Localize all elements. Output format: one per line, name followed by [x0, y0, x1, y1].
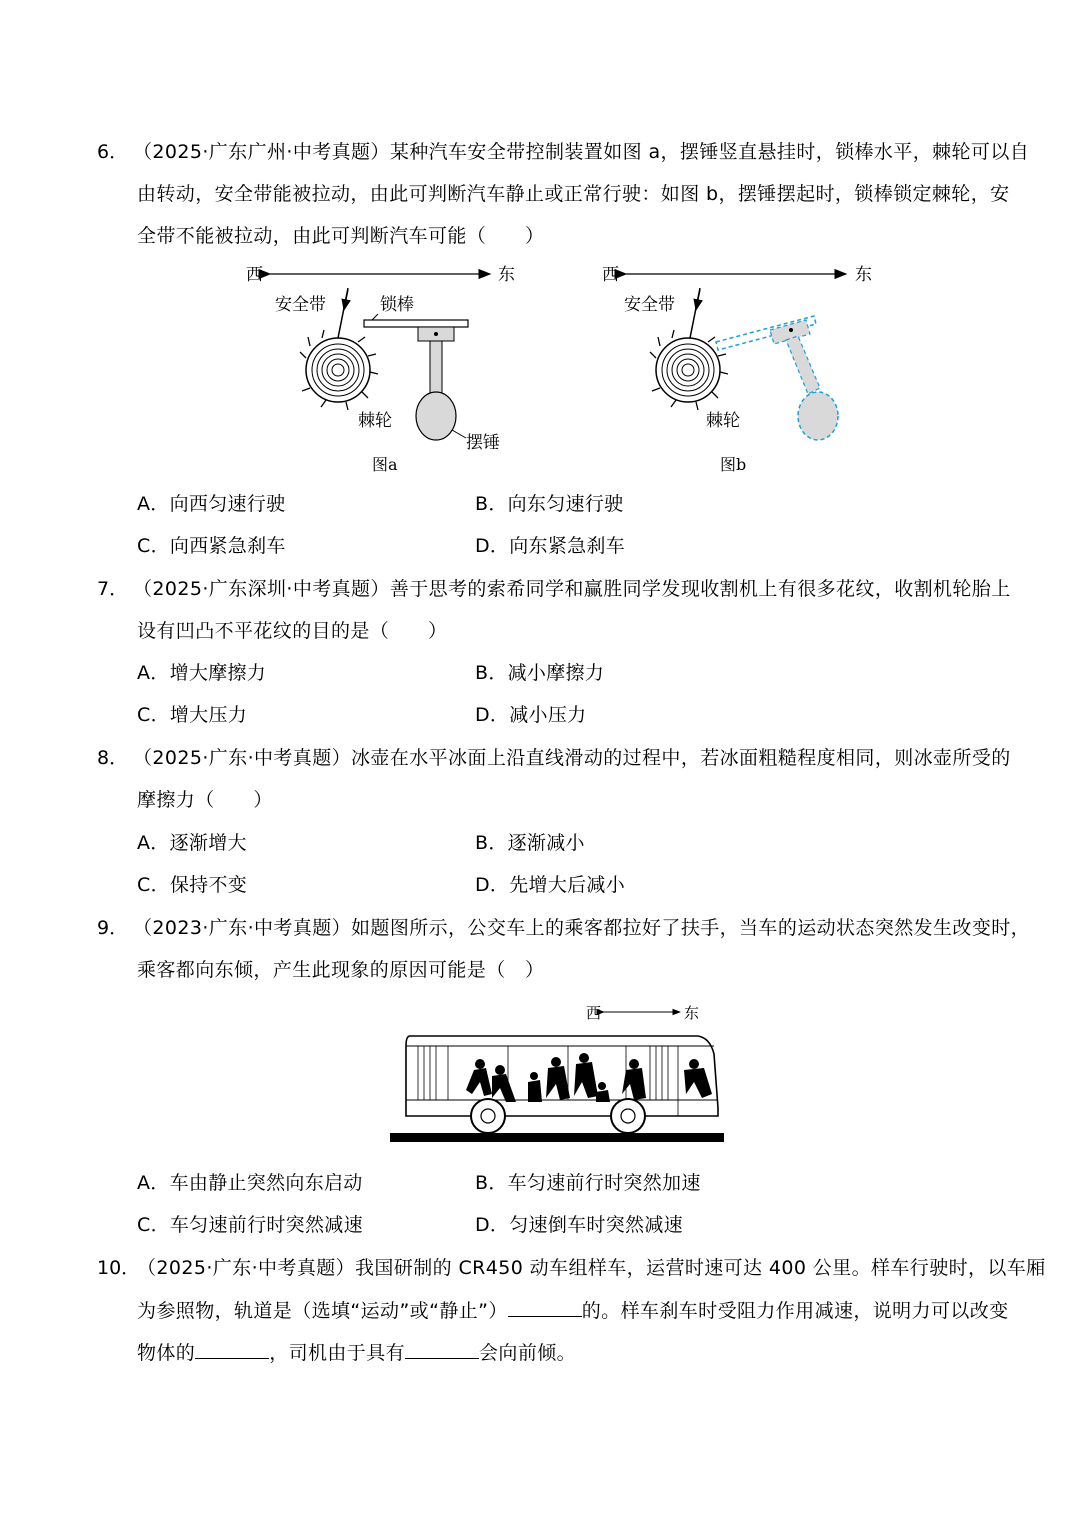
- belt-label-b: 安全带: [624, 295, 675, 315]
- bus-east-label: 东: [684, 1004, 700, 1022]
- east-label-b: 东: [855, 265, 872, 285]
- question-10-line-1: （2025·广东·中考真题）我国研制的 CR450 动车组样车，运营时速可达 400 公里。样车行驶时，以车厢: [137, 1257, 1046, 1279]
- lockbar-label-a: 锁棒: [380, 295, 414, 315]
- question-6-line-3: 全带不能被拉动，由此可判断汽车可能（ ）: [137, 225, 545, 247]
- bus-figure: [388, 998, 728, 1148]
- question-7-option-b[interactable]: B．减小摩擦力: [475, 662, 605, 684]
- question-6-line-1: （2025·广东广州·中考真题）某种汽车安全带控制装置如图 a，摆锤竖直悬挂时，锁棒水平，棘轮可以自: [133, 141, 1030, 163]
- question-10-line-3-part-b: ，司机由于具有: [269, 1342, 406, 1364]
- question-8-number: 8．: [97, 747, 129, 769]
- west-label-b: 西: [602, 265, 619, 285]
- east-label-a: 东: [498, 265, 515, 285]
- figure-a: [246, 265, 515, 474]
- bus-west-label: 西: [586, 1004, 602, 1022]
- question-9-option-a[interactable]: A．车由静止突然向东启动: [137, 1172, 363, 1194]
- question-10-line-3: [137, 1340, 576, 1365]
- ratchet-label-b: 棘轮: [706, 411, 740, 431]
- question-6-number: 6．: [97, 141, 129, 163]
- question-9-option-b[interactable]: B．车匀速前行时突然加速: [475, 1172, 701, 1194]
- question-8-option-b[interactable]: B．逐渐减小: [475, 832, 585, 854]
- question-8-option-d[interactable]: D．先增大后减小: [475, 874, 626, 896]
- question-8-option-a[interactable]: A．逐渐增大: [137, 832, 247, 854]
- answer-blank-2[interactable]: [195, 1340, 269, 1359]
- question-10-line-3-part-c: 会向前倾。: [479, 1342, 577, 1364]
- question-9-option-c[interactable]: C．车匀速前行时突然减速: [137, 1214, 363, 1236]
- pendulum-label-a: 摆锤: [466, 433, 500, 453]
- answer-blank-1[interactable]: [508, 1298, 582, 1317]
- question-6-option-c[interactable]: C．向西紧急刹车: [137, 535, 286, 557]
- caption-b: 图b: [720, 455, 747, 474]
- question-7-option-d[interactable]: D．减小压力: [475, 704, 587, 726]
- question-7-line-2: 设有凹凸不平花纹的目的是（ ）: [137, 620, 448, 642]
- question-9-option-d[interactable]: D．匀速倒车时突然减速: [475, 1214, 683, 1236]
- question-6-option-a[interactable]: A．向西匀速行驶: [137, 493, 286, 515]
- question-8-line-1: （2025·广东·中考真题）冰壶在水平冰面上沿直线滑动的过程中，若冰面粗糙程度相同，则冰壶所受的: [133, 747, 1011, 769]
- question-7-option-a[interactable]: A．增大摩擦力: [137, 662, 267, 684]
- question-10-line-3-part-a: 物体的: [137, 1342, 196, 1364]
- question-6-option-d[interactable]: D．向东紧急刹车: [475, 535, 626, 557]
- question-9-line-1: （2023·广东·中考真题）如题图所示，公交车上的乘客都拉好了扶手，当车的运动状态突然发生改变时，: [133, 917, 1031, 939]
- question-7-line-1: （2025·广东深圳·中考真题）善于思考的索希同学和赢胜同学发现收割机上有很多花纹，收割机轮胎上: [133, 578, 1011, 600]
- caption-a: 图a: [372, 455, 398, 474]
- question-10-line-2: [137, 1298, 1009, 1323]
- question-6-option-b[interactable]: B．向东匀速行驶: [475, 493, 624, 515]
- question-10-number: 10．: [97, 1257, 141, 1279]
- question-10-line-2-part-b: 的。样车刹车时受阻力作用减速，说明力可以改变: [581, 1300, 1009, 1322]
- question-7-number: 7．: [97, 578, 129, 600]
- question-9-line-2: 乘客都向东倾，产生此现象的原因可能是（ ）: [137, 959, 545, 981]
- west-label-a: 西: [246, 265, 263, 285]
- question-8-line-2: 摩擦力（ ）: [137, 789, 273, 811]
- question-6-line-2: 由转动，安全带能被拉动，由此可判断汽车静止或正常行驶：如图 b，摆锤摆起时，锁棒锁定棘轮，安: [137, 183, 1010, 205]
- ratchet-label-a: 棘轮: [358, 411, 392, 431]
- question-10-line-2-part-a: 为参照物，轨道是（选填“运动”或“静止”）: [137, 1300, 508, 1322]
- answer-blank-3[interactable]: [405, 1340, 479, 1359]
- seatbelt-figure: [230, 258, 930, 478]
- figure-b: [602, 265, 872, 474]
- question-9-number: 9．: [97, 917, 129, 939]
- belt-label-a: 安全带: [275, 295, 326, 315]
- question-7-option-c[interactable]: C．增大压力: [137, 704, 248, 726]
- question-8-option-c[interactable]: C．保持不变: [137, 874, 248, 896]
